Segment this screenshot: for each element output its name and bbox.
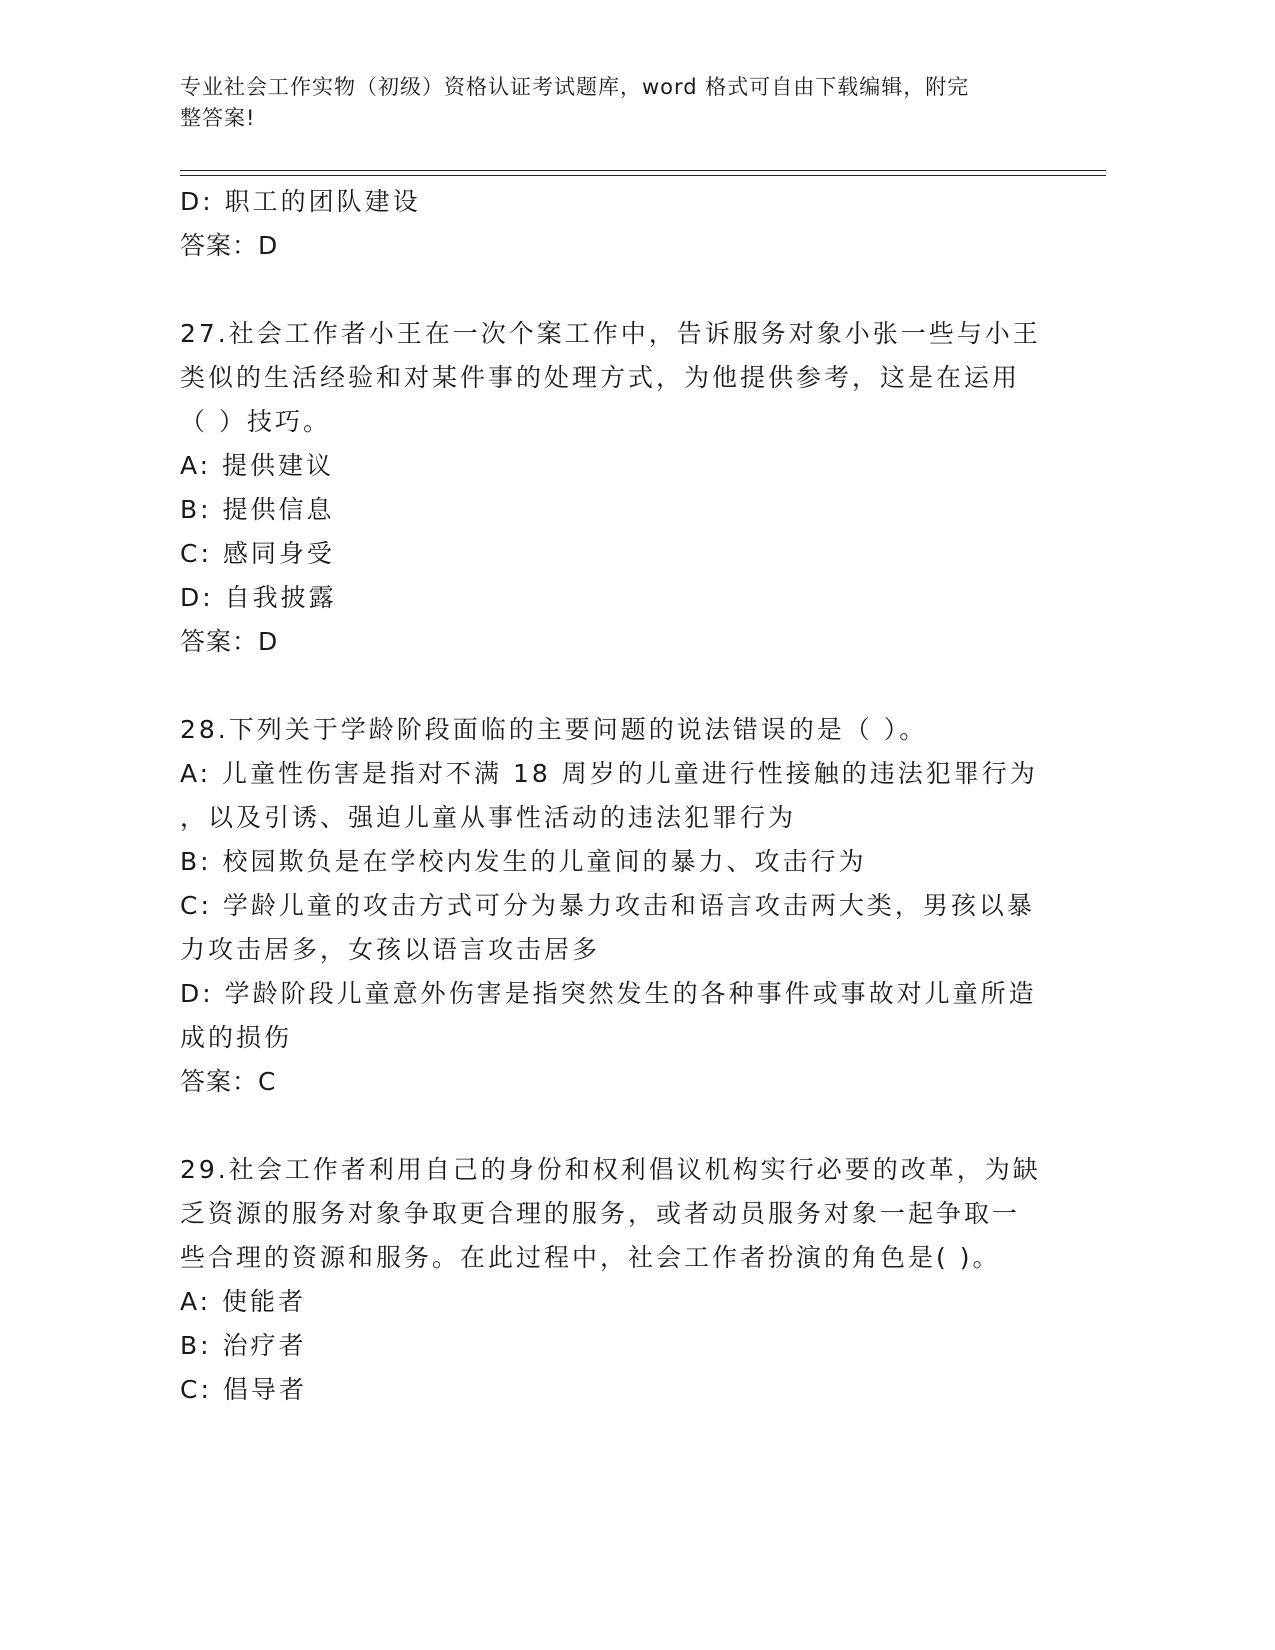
question-content [180, 180, 1041, 1412]
option-b: B: 提供信息 [180, 495, 335, 524]
option-d: D: 自我披露 [180, 583, 337, 612]
question-stem-line: 29.社会工作者利用自己的身份和权利倡议机构实行必要的改革，为缺 [180, 1155, 1041, 1184]
header-rule-bottom [180, 175, 1106, 176]
question-stem: 28.下列关于学龄阶段面临的主要问题的说法错误的是（ ）。 [180, 715, 928, 744]
question-27 [180, 312, 1041, 664]
answer: 答案：C [180, 1067, 277, 1096]
option-c: C: 感同身受 [180, 539, 335, 568]
option-d-line: 成的损伤 [180, 1023, 293, 1052]
option-a-line: A: 儿童性伤害是指对不满 18 周岁的儿童进行性接触的违法犯罪行为 [180, 759, 1038, 788]
answer: 答案：D [180, 231, 279, 260]
option-b: B: 校园欺负是在学校内发生的儿童间的暴力、攻击行为 [180, 847, 867, 876]
option-d-line: D: 学龄阶段儿童意外伤害是指突然发生的各种事件或事故对儿童所造 [180, 979, 1037, 1008]
option-d: D: 职工的团队建设 [180, 187, 421, 216]
document-header [180, 72, 1040, 134]
question-28 [180, 708, 1038, 1104]
option-c-line: C: 学龄儿童的攻击方式可分为暴力攻击和语言攻击两大类，男孩以暴 [180, 891, 1035, 920]
prev-question-tail [180, 180, 1030, 268]
option-a: A: 使能者 [180, 1287, 307, 1316]
question-stem-line: 些合理的资源和服务。在此过程中，社会工作者扮演的角色是( )。 [180, 1243, 1001, 1272]
header-rule-top [180, 170, 1106, 171]
header-line-2: 整答案! [180, 106, 256, 130]
option-a: A: 提供建议 [180, 451, 335, 480]
question-stem-line: 类似的生活经验和对某件事的处理方式，为他提供参考，这是在运用 [180, 363, 1021, 392]
question-stem-line: （ ）技巧。 [180, 407, 331, 436]
question-29 [180, 1148, 1041, 1412]
option-a-line: ，以及引诱、强迫儿童从事性活动的违法犯罪行为 [180, 803, 797, 832]
question-stem-line: 27.社会工作者小王在一次个案工作中，告诉服务对象小张一些与小王 [180, 319, 1041, 348]
header-line-1: 专业社会工作实物（初级）资格认证考试题库，word 格式可自由下载编辑，附完 [180, 75, 970, 99]
question-stem-line: 乏资源的服务对象争取更合理的服务，或者动员服务对象一起争取一 [180, 1199, 1021, 1228]
answer: 答案：D [180, 627, 279, 656]
option-c: C: 倡导者 [180, 1375, 307, 1404]
option-b: B: 治疗者 [180, 1331, 307, 1360]
option-c-line: 力攻击居多，女孩以语言攻击居多 [180, 935, 601, 964]
